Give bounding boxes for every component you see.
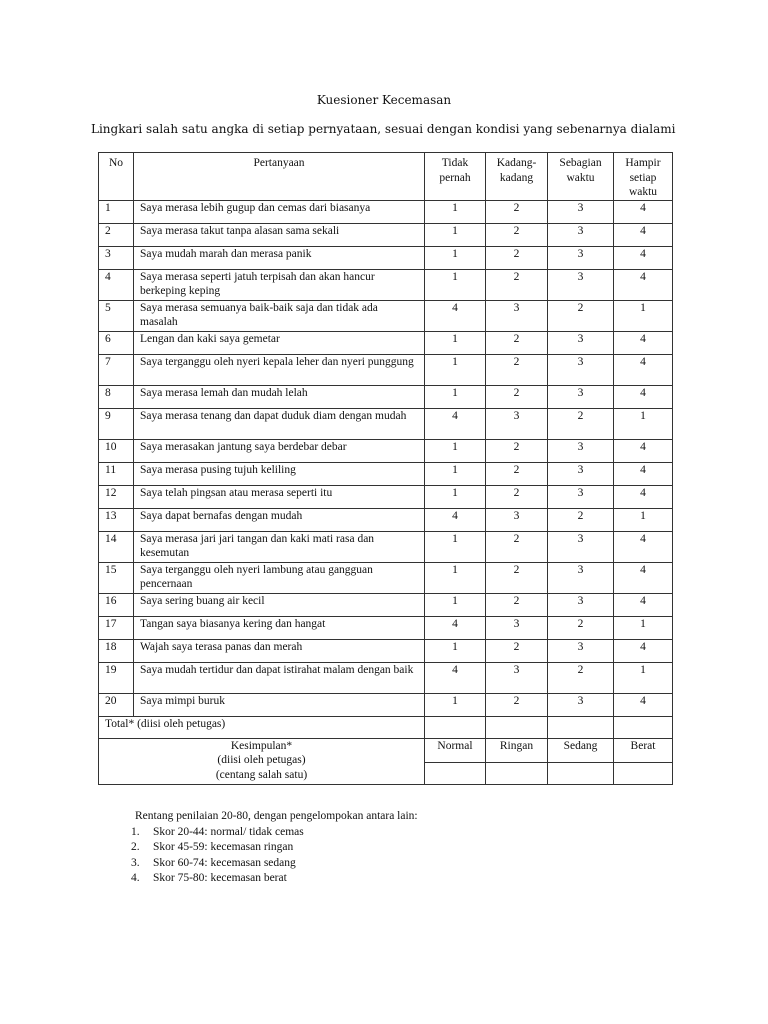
table-row (99, 300, 673, 331)
row-question: Saya merasa jari jari tangan dan kaki mati rasa dan kesemutan (134, 531, 425, 562)
row-question: Saya sering buang air kecil (134, 593, 425, 616)
row-score-option[interactable]: 1 (425, 462, 486, 485)
row-score-option[interactable]: 1 (425, 439, 486, 462)
row-score-option[interactable]: 4 (614, 223, 673, 246)
header-opt4-line: setiap (629, 171, 657, 184)
table-row (99, 200, 673, 223)
row-score-option[interactable]: 4 (614, 354, 673, 385)
total-label: Total* (diisi oleh petugas) (99, 716, 425, 738)
row-score-option[interactable]: 3 (548, 462, 614, 485)
scoring-item-number: 3. (131, 856, 140, 869)
row-question: Saya dapat bernafas dengan mudah (134, 508, 425, 531)
document-title: Kuesioner Kecemasan (316, 93, 452, 107)
header-opt2 (486, 153, 548, 201)
row-score-option[interactable]: 1 (425, 562, 486, 593)
row-score-option[interactable]: 4 (614, 439, 673, 462)
scoring-item-text: Skor 75-80: kecemasan berat (153, 872, 287, 884)
row-score-option[interactable]: 3 (548, 485, 614, 508)
row-number: 15 (99, 562, 134, 593)
row-score-option[interactable]: 4 (614, 385, 673, 408)
row-score-option[interactable]: 3 (548, 439, 614, 462)
row-score-option[interactable]: 3 (486, 662, 548, 693)
table-row (99, 462, 673, 485)
conclusion-option-sedang: Sedang (548, 738, 614, 762)
row-number: 3 (99, 246, 134, 269)
row-score-option[interactable]: 1 (425, 639, 486, 662)
row-score-option[interactable]: 4 (614, 462, 673, 485)
row-score-option[interactable]: 3 (486, 300, 548, 331)
conclusion-check-cell[interactable] (425, 762, 486, 784)
row-score-option[interactable]: 1 (614, 508, 673, 531)
scoring-item (131, 856, 418, 872)
row-question: Saya mimpi buruk (134, 693, 425, 716)
row-score-option[interactable]: 1 (425, 246, 486, 269)
row-score-option[interactable]: 3 (548, 593, 614, 616)
row-score-option[interactable]: 3 (548, 223, 614, 246)
row-score-option[interactable]: 3 (548, 331, 614, 354)
row-question: Saya merasa semuanya baik-baik saja dan tidak ada masalah (134, 300, 425, 331)
header-no: No (99, 153, 134, 201)
row-score-option[interactable]: 1 (425, 331, 486, 354)
row-score-option[interactable]: 2 (486, 562, 548, 593)
total-cell[interactable] (548, 716, 614, 738)
row-question: Saya merasa tenang dan dapat duduk diam dengan mudah (134, 408, 425, 439)
row-score-option[interactable]: 2 (548, 408, 614, 439)
row-number: 10 (99, 439, 134, 462)
row-number: 12 (99, 485, 134, 508)
row-score-option[interactable]: 2 (486, 385, 548, 408)
row-score-option[interactable]: 1 (614, 616, 673, 639)
row-score-option[interactable]: 4 (614, 693, 673, 716)
row-score-option[interactable]: 1 (425, 223, 486, 246)
row-number: 5 (99, 300, 134, 331)
row-score-option[interactable]: 4 (425, 662, 486, 693)
row-score-option[interactable]: 2 (548, 662, 614, 693)
row-question: Saya telah pingsan atau merasa seperti itu (134, 485, 425, 508)
table-row (99, 269, 673, 300)
header-opt4-line: waktu (628, 186, 658, 198)
row-score-option[interactable]: 3 (486, 408, 548, 439)
conclusion-row (99, 738, 673, 762)
header-opt3-line: Sebagian (559, 157, 602, 169)
conclusion-line: (diisi oleh petugas) (217, 754, 306, 766)
row-score-option[interactable]: 2 (486, 269, 548, 300)
total-cell[interactable] (425, 716, 486, 738)
header-opt4-line: Hampir (625, 157, 661, 169)
scoring-item-number: 1. (131, 825, 140, 838)
row-question: Saya merasa takut tanpa alasan sama sekali (134, 223, 425, 246)
row-number: 18 (99, 639, 134, 662)
row-score-option[interactable]: 1 (425, 485, 486, 508)
row-score-option[interactable]: 1 (425, 693, 486, 716)
row-score-option[interactable]: 2 (486, 200, 548, 223)
table-row (99, 246, 673, 269)
row-score-option[interactable]: 3 (486, 616, 548, 639)
instruction-text: Lingkari salah satu angka di setiap pernyataan, sesuai dengan kondisi yang sebenarnya dialami (91, 122, 676, 136)
row-number: 16 (99, 593, 134, 616)
table-row (99, 693, 673, 716)
row-score-option[interactable]: 3 (548, 269, 614, 300)
row-question: Saya terganggu oleh nyeri lambung atau gangguan pencernaan (134, 562, 425, 593)
scoring-item-text: Skor 45-59: kecemasan ringan (153, 841, 294, 853)
conclusion-option-berat: Berat (614, 738, 673, 762)
header-opt2-line: kadang (499, 171, 534, 184)
row-score-option[interactable]: 4 (614, 593, 673, 616)
scoring-item-text: Skor 20-44: normal/ tidak cemas (153, 825, 304, 838)
table-row (99, 593, 673, 616)
row-score-option[interactable]: 4 (614, 246, 673, 269)
questionnaire-table (98, 152, 673, 785)
row-score-option[interactable]: 4 (614, 531, 673, 562)
header-opt1-line: Tidak (441, 157, 469, 169)
conclusion-option-normal: Normal (425, 738, 486, 762)
scoring-list (131, 825, 418, 887)
row-score-option[interactable]: 3 (548, 562, 614, 593)
scoring-item-number: 4. (131, 872, 140, 884)
row-question: Saya merasa seperti jatuh terpisah dan akan hancur berkeping keping (134, 269, 425, 300)
scoring-item (131, 871, 418, 887)
row-question: Saya terganggu oleh nyeri kepala leher dan nyeri punggung (134, 354, 425, 385)
row-score-option[interactable]: 2 (486, 639, 548, 662)
row-score-option[interactable]: 3 (548, 246, 614, 269)
row-number: 1 (99, 200, 134, 223)
row-number: 8 (99, 385, 134, 408)
table-row (99, 223, 673, 246)
total-cell[interactable] (614, 716, 673, 738)
table-row (99, 331, 673, 354)
table-row (99, 508, 673, 531)
row-score-option[interactable]: 1 (425, 593, 486, 616)
row-score-option[interactable]: 1 (614, 662, 673, 693)
scoring-notes (131, 809, 418, 887)
row-score-option[interactable]: 4 (425, 300, 486, 331)
row-score-option[interactable]: 2 (548, 300, 614, 331)
row-number: 6 (99, 331, 134, 354)
row-number: 7 (99, 354, 134, 385)
scoring-item (131, 825, 418, 841)
table-row (99, 531, 673, 562)
row-score-option[interactable]: 2 (486, 693, 548, 716)
conclusion-line: Kesimpulan* (230, 739, 293, 752)
row-score-option[interactable]: 3 (548, 200, 614, 223)
row-score-option[interactable]: 4 (614, 639, 673, 662)
row-score-option[interactable]: 1 (614, 408, 673, 439)
row-score-option[interactable]: 2 (486, 246, 548, 269)
table-row (99, 639, 673, 662)
row-score-option[interactable]: 3 (548, 531, 614, 562)
conclusion-label (99, 738, 425, 784)
scoring-item-text: Skor 60-74: kecemasan sedang (153, 856, 296, 869)
table-row (99, 408, 673, 439)
header-opt1 (425, 153, 486, 201)
row-question: Wajah saya terasa panas dan merah (134, 639, 425, 662)
row-number: 17 (99, 616, 134, 639)
row-question: Saya mudah tertidur dan dapat istirahat malam dengan baik (134, 662, 425, 693)
row-number: 9 (99, 408, 134, 439)
row-score-option[interactable]: 2 (548, 616, 614, 639)
conclusion-check-cell[interactable] (486, 762, 548, 784)
row-question: Saya merasa lebih gugup dan cemas dari biasanya (134, 200, 425, 223)
row-score-option[interactable]: 1 (425, 531, 486, 562)
row-number: 13 (99, 508, 134, 531)
header-opt2-line: Kadang- (496, 157, 537, 169)
scoring-intro: Rentang penilaian 20-80, dengan pengelompokan antara lain: (135, 810, 418, 822)
row-score-option[interactable]: 3 (548, 693, 614, 716)
row-score-option[interactable]: 4 (425, 616, 486, 639)
row-number: 4 (99, 269, 134, 300)
row-score-option[interactable]: 2 (486, 439, 548, 462)
row-score-option[interactable]: 1 (425, 200, 486, 223)
table-row (99, 439, 673, 462)
conclusion-line: (centang salah satu) (215, 768, 308, 781)
scoring-item-number: 2. (131, 841, 140, 853)
row-score-option[interactable]: 2 (486, 462, 548, 485)
table-row (99, 485, 673, 508)
row-number: 14 (99, 531, 134, 562)
row-score-option[interactable]: 1 (425, 354, 486, 385)
row-number: 20 (99, 693, 134, 716)
row-score-option[interactable]: 2 (548, 508, 614, 531)
conclusion-check-cell[interactable] (548, 762, 614, 784)
row-score-option[interactable]: 2 (486, 354, 548, 385)
row-score-option[interactable]: 4 (614, 485, 673, 508)
row-score-option[interactable]: 4 (614, 269, 673, 300)
row-score-option[interactable]: 3 (548, 385, 614, 408)
row-score-option[interactable]: 4 (614, 331, 673, 354)
row-score-option[interactable]: 3 (486, 508, 548, 531)
row-question: Saya merasa lemah dan mudah lelah (134, 385, 425, 408)
row-score-option[interactable]: 3 (548, 639, 614, 662)
header-question: Pertanyaan (134, 153, 425, 201)
row-number: 11 (99, 462, 134, 485)
row-question: Tangan saya biasanya kering dan hangat (134, 616, 425, 639)
total-row (99, 716, 673, 738)
table-row (99, 385, 673, 408)
conclusion-check-cell[interactable] (614, 762, 673, 784)
row-score-option[interactable]: 4 (614, 562, 673, 593)
row-score-option[interactable]: 3 (548, 354, 614, 385)
row-score-option[interactable]: 1 (425, 385, 486, 408)
header-opt3 (548, 153, 614, 201)
table-row (99, 616, 673, 639)
row-score-option[interactable]: 4 (425, 408, 486, 439)
row-question: Saya merasakan jantung saya berdebar debar (134, 439, 425, 462)
row-score-option[interactable]: 2 (486, 593, 548, 616)
row-question: Saya merasa pusing tujuh keliling (134, 462, 425, 485)
total-cell[interactable] (486, 716, 548, 738)
row-question: Saya mudah marah dan merasa panik (134, 246, 425, 269)
row-score-option[interactable]: 2 (486, 485, 548, 508)
table-row (99, 562, 673, 593)
table-row (99, 662, 673, 693)
row-score-option[interactable]: 2 (486, 331, 548, 354)
row-number: 2 (99, 223, 134, 246)
header-opt4 (614, 153, 673, 201)
conclusion-option-ringan: Ringan (486, 738, 548, 762)
header-opt3-line: waktu (566, 171, 595, 184)
scoring-item (131, 840, 418, 856)
row-score-option[interactable]: 2 (486, 531, 548, 562)
row-score-option[interactable]: 2 (486, 223, 548, 246)
row-number: 19 (99, 662, 134, 693)
row-score-option[interactable]: 1 (425, 269, 486, 300)
row-score-option[interactable]: 1 (614, 300, 673, 331)
row-question: Lengan dan kaki saya gemetar (134, 331, 425, 354)
table-row (99, 354, 673, 385)
row-score-option[interactable]: 4 (425, 508, 486, 531)
header-opt1-line: pernah (439, 171, 471, 184)
row-score-option[interactable]: 4 (614, 200, 673, 223)
header-row (99, 153, 673, 201)
